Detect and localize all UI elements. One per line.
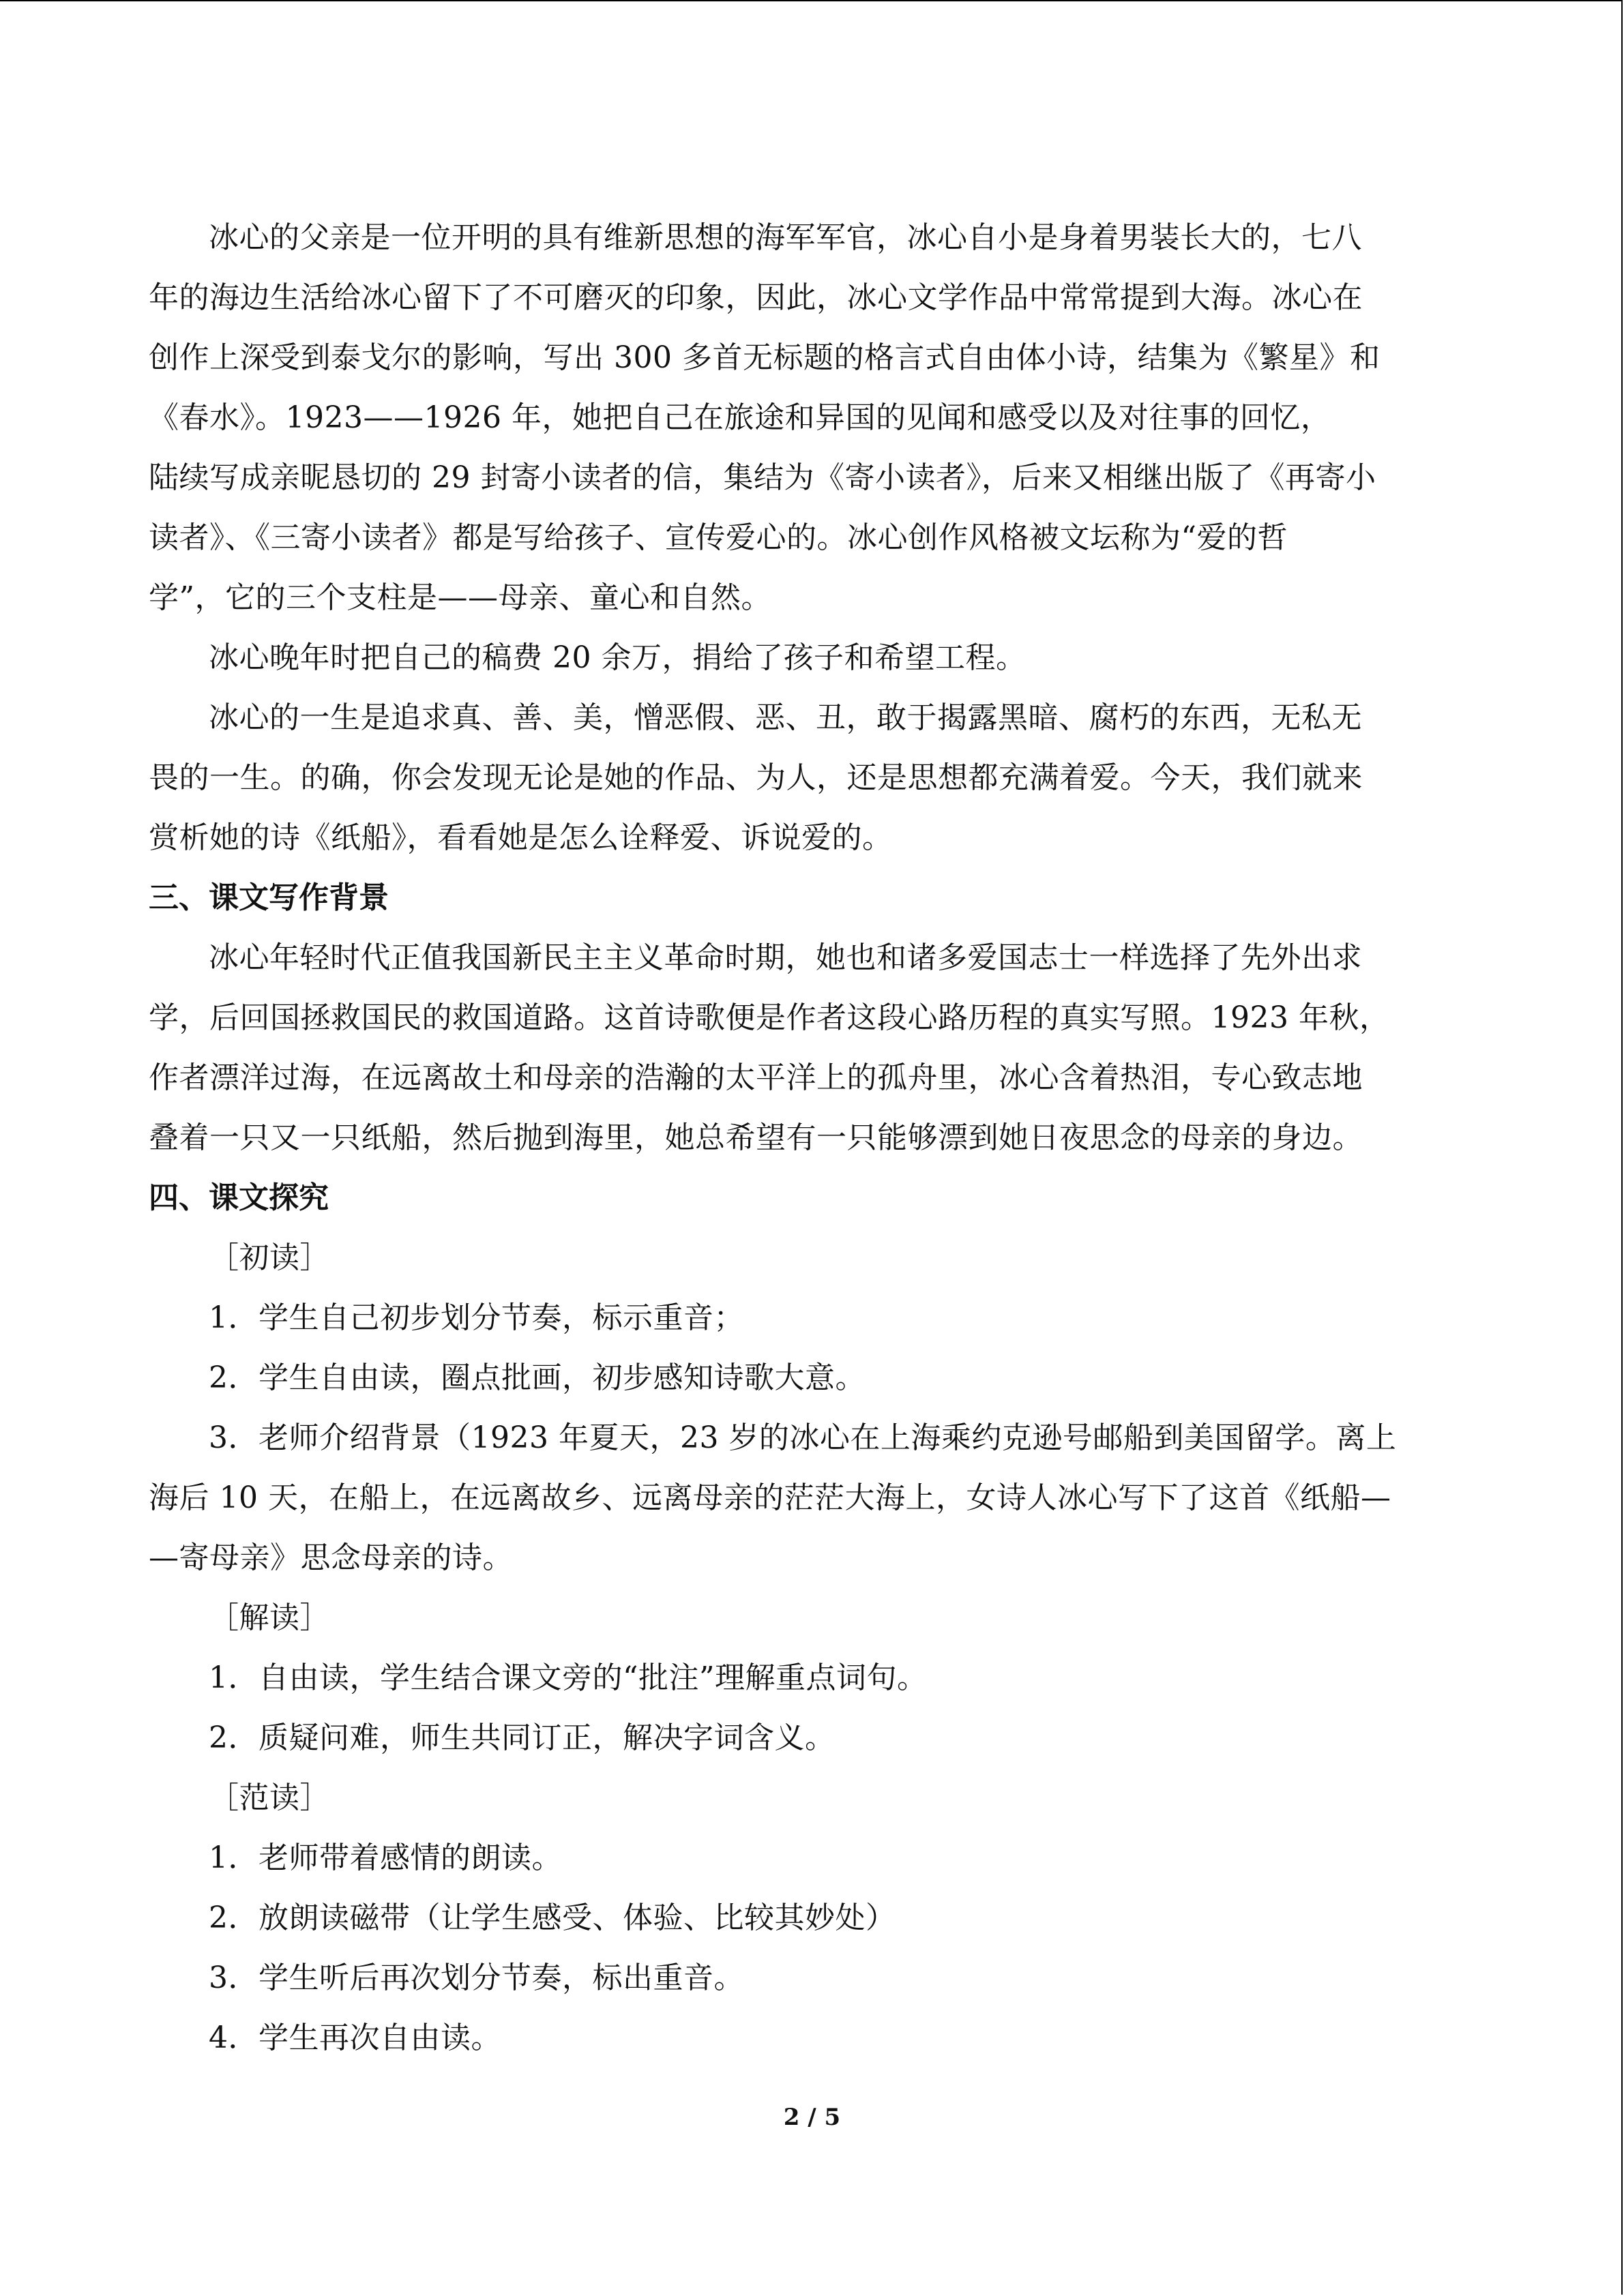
- intro-line-4: 《春水》。1923——1926 年，她把自己在旅途和异国的见闻和感受以及对往事的回忆，: [149, 400, 1331, 435]
- jiedu-item-1: 1．自由读，学生结合课文旁的“批注”理解重点词句。: [209, 1660, 928, 1695]
- chudu-item-3-line-3: —寄母亲》思念母亲的诗。: [149, 1540, 513, 1575]
- fandu-label: ［范读］: [209, 1780, 330, 1815]
- chudu-item-1: 1．学生自己初步划分节奏，标示重音；: [209, 1300, 744, 1335]
- intro-line-1: 冰心的父亲是一位开明的具有维新思想的海军军官，冰心自小是身着男装长大的，七八: [209, 220, 1362, 255]
- intro-line-7: 学”，它的三个支柱是——母亲、童心和自然。: [149, 580, 771, 615]
- fandu-item-4: 4．学生再次自由读。: [209, 2021, 501, 2055]
- chudu-label: ［初读］: [209, 1240, 330, 1275]
- section-4-heading: 四、课文探究: [149, 1180, 329, 1215]
- fandu-item-3: 3．学生听后再次划分节奏，标出重音。: [209, 1960, 744, 1995]
- intro-line-2: 年的海边生活给冰心留下了不可磨灭的印象，因此，冰心文学作品中常常提到大海。冰心在: [149, 280, 1363, 315]
- section-3-line-1: 冰心年轻时代正值我国新民主主义革命时期，她也和诸多爱国志士一样选择了先外出求: [209, 940, 1362, 975]
- chudu-item-3-line-1: 3．老师介绍背景（1923 年夏天，23 岁的冰心在上海乘约克逊号邮船到美国留学。离上: [209, 1420, 1397, 1455]
- page-number: 2 / 5: [783, 2104, 841, 2131]
- fandu-item-2: 2．放朗读磁带（让学生感受、体验、比较其妙处）: [209, 1900, 896, 1935]
- section-3-line-4: 叠着一只又一只纸船，然后抛到海里，她总希望有一只能够漂到她日夜思念的母亲的身边。: [149, 1120, 1363, 1155]
- intro-para3-line-1: 冰心的一生是追求真、善、美，憎恶假、恶、丑，敢于揭露黑暗、腐朽的东西，无私无: [209, 700, 1362, 735]
- intro-para3-line-2: 畏的一生。的确，你会发现无论是她的作品、为人，还是思想都充满着爱。今天，我们就来: [149, 760, 1363, 795]
- jiedu-item-2: 2．质疑问难，师生共同订正，解决字词含义。: [209, 1720, 836, 1755]
- intro-para3-line-3: 赏析她的诗《纸船》，看看她是怎么诠释爱、诉说爱的。: [149, 820, 893, 855]
- intro-line-3: 创作上深受到泰戈尔的影响，写出 300 多首无标题的格言式自由体小诗，结集为《繁星》和: [149, 340, 1381, 375]
- jiedu-label: ［解读］: [209, 1600, 330, 1635]
- section-3-line-3: 作者漂洋过海，在远离故土和母亲的浩瀚的太平洋上的孤舟里，冰心含着热泪，专心致志地: [149, 1060, 1363, 1095]
- fandu-item-1: 1．老师带着感情的朗读。: [209, 1840, 562, 1875]
- intro-para-2: 冰心晚年时把自己的稿费 20 余万，捐给了孩子和希望工程。: [209, 640, 1027, 675]
- intro-line-5: 陆续写成亲昵恳切的 29 封寄小读者的信，集结为《寄小读者》，后来又相继出版了《再寄小: [149, 460, 1376, 495]
- section-3-line-2: 学，后回国拯救国民的救国道路。这首诗歌便是作者这段心路历程的真实写照。1923 年秋，: [149, 1000, 1390, 1035]
- chudu-item-2: 2．学生自由读，圈点批画，初步感知诗歌大意。: [209, 1360, 866, 1395]
- intro-line-6: 读者》、《三寄小读者》都是写给孩子、宣传爱心的。冰心创作风格被文坛称为“爱的哲: [149, 520, 1288, 555]
- section-3-heading: 三、课文写作背景: [149, 880, 389, 915]
- chudu-item-3-line-2: 海后 10 天，在船上，在远离故乡、远离母亲的茫茫大海上，女诗人冰心写下了这首《纸船—: [149, 1480, 1391, 1515]
- document-body: [149, 208, 1484, 2068]
